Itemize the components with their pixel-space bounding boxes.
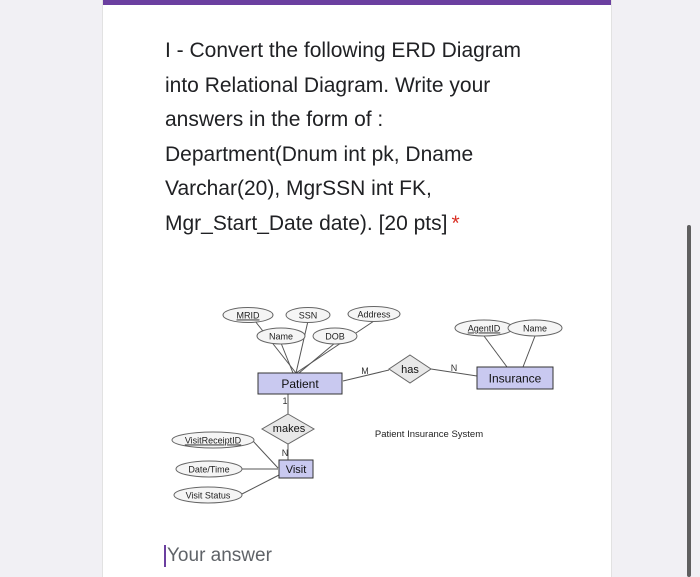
cardinality-n-insurance: N (450, 363, 458, 373)
agentid-label: AgentID (467, 323, 501, 334)
cardinality-n-visit: N (281, 448, 289, 458)
patient-label: Patient (281, 377, 319, 391)
visit-receipt-id-label: VisitReceiptID (184, 435, 242, 446)
makes-relationship (262, 414, 314, 444)
scrollbar-thumb[interactable] (687, 225, 691, 577)
text-caret (164, 545, 166, 567)
attribute-ellipses (172, 307, 562, 504)
question-line-1: I - Convert the following ERD Diagram (165, 39, 521, 62)
has-label: has (401, 364, 419, 376)
card-accent-bar (103, 0, 611, 5)
mrid-label: MRID (236, 310, 260, 321)
cardinality-m: M (361, 366, 369, 376)
visit-status-label: Visit Status (185, 490, 231, 501)
name-label: Name (268, 331, 294, 342)
visit-label: Visit (285, 464, 307, 476)
has-relationship (389, 355, 431, 383)
cardinality-1: 1 (282, 396, 288, 406)
question-line-3: answers in the form of : (165, 108, 384, 131)
date-time-label: Date/Time (188, 464, 230, 475)
answer-input[interactable] (163, 543, 463, 569)
required-asterisk: * (451, 211, 460, 235)
insurance-entity (477, 367, 553, 389)
insurance-name-label: Name (522, 323, 548, 334)
dob-label: DOB (325, 331, 345, 342)
question-text (165, 34, 585, 241)
question-card (102, 0, 612, 577)
question-line-4: Department(Dnum int pk, Dname (165, 142, 474, 166)
ssn-label: SSN (298, 310, 318, 321)
patient-entity (258, 373, 342, 394)
answer-field[interactable] (163, 543, 463, 569)
address-label: Address (357, 309, 391, 320)
visit-entity (279, 460, 313, 478)
question-line-2: into Relational Diagram. Write your (165, 73, 491, 97)
question-line-5: Varchar(20), MgrSSN int FK, (165, 177, 432, 200)
makes-label: makes (272, 423, 306, 435)
question-line-6: Mgr_Start_Date date). [20 pts] (165, 211, 448, 235)
erd-diagram (103, 290, 611, 520)
insurance-label: Insurance (488, 371, 542, 386)
diagram-caption: Patient Insurance System (374, 429, 484, 440)
